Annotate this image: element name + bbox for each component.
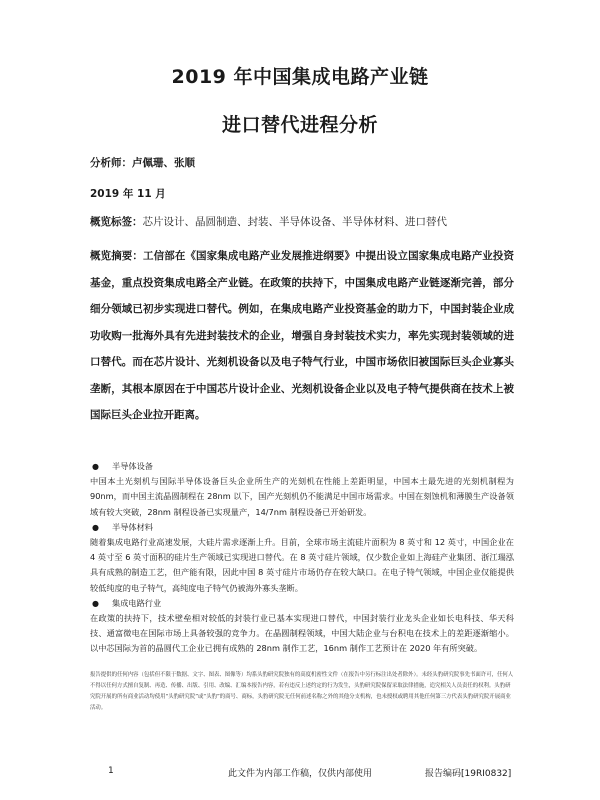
internal-notice: 此文件为内部工作稿，仅供内部使用 <box>228 769 373 779</box>
section-body-ic-industry: 在政策的扶持下，技术壁垒相对较低的封装行业已基本实现进口替代，中国封装行业龙头企业如长电科技、华天科技、通富微电在国际市场上具备较强的竞争力。在晶圆制程领域，中国大陆企业与台积电在技术上的差距逐渐缩小。以中芯国际为首的晶圆代工企业已拥有成熟的 28nm 制作工艺，16nm 制作工艺预计在 2020 年有所突破。 <box>90 613 514 654</box>
section-heading-ic-industry <box>90 596 514 611</box>
sections <box>90 459 514 657</box>
report-title-line1: 2019 年中国集成电路产业链 <box>171 66 429 88</box>
report-date: 2019 年 11 月 <box>90 188 166 200</box>
overview-abstract: 概览摘要：工信部在《国家集成电路产业发展推进纲要》中提出设立国家集成电路产业投资基金，重点投资集成电路全产业链。在政策的扶持下，中国集成电路产业链逐渐完善，部分细分领域已初步实现进口替代。例如，在集成电路产业投资基金的助力下，中国封装企业成功收购一批海外具有先进封装技术的企业，增强自身封装技术实力，率先实现封装领域的进口替代。而在芯片设计、光刻机设备以及电子特气行业，中国市场依旧被国际巨头企业寡头垄断，其根本原因在于中国芯片设计企业、光刻机设备企业以及电子特气提供商在技术上被国际巨头企业拉开距离。 <box>90 250 514 421</box>
section-body-equipment: 中国本土光刻机与国际半导体设备巨头企业所生产的光刻机在性能上差距明显，中国本土最先进的光刻机制程为 90nm，而中国主流晶圆制程在 28nm 以下，国产光刻机仍不能满足中国市场需求。中国在刻蚀机和薄膜生产设备领域有较大突破，28nm 制程设备已实现量产，14/7nm 制程设备已开始研发。 <box>90 476 514 517</box>
section-heading-text: 集成电路行业 <box>112 597 162 608</box>
report-code: 报告编码[19RI0832] <box>425 769 512 779</box>
bullet-icon: ● <box>92 522 99 532</box>
section-heading-text: 半导体设备 <box>112 461 153 471</box>
overview-tags <box>90 214 510 229</box>
bullet-icon: ● <box>92 598 99 608</box>
disclaimer: 报告提供的任何内容（包括但不限于数据、文字、图表、图像等）均系头豹研究院独有的高度机密性文件（在报告中另行标注出处者除外）。未经头豹研究院事先书面许可，任何人不得以任何方式擅自复制、再造、传播、出版、引用、改编、汇编本报告内容，若有违反上述约定的行为发生，头豹研究院保留采取法律措施，追究相关人员责任的权利。头豹研究院开展的所有商业活动均使用“头豹研究院”或“头豹”的商号、商标，头豹研究院无任何前述名称之外的其他分支机构，也未授权或聘用其他任何第三方代表头豹研究院开展商业活动。 <box>90 672 514 711</box>
authors: 分析师：卢佩珊、张顺 <box>90 157 195 169</box>
tags-text: 芯片设计、晶圆制造、封装、半导体设备、半导体材料、进口替代 <box>142 216 447 228</box>
report-title-line2: 进口替代进程分析 <box>221 114 378 136</box>
section-heading-text: 半导体材料 <box>112 521 153 532</box>
tags-label: 概览标签： <box>90 216 143 228</box>
section-body-materials: 随着集成电路行业高速发展，大硅片需求逐渐上升。目前，全球市场主流硅片面积为 8 英寸和 12 英寸，中国企业在 4 英寸至 6 英寸面积的硅片生产领域已实现进口替代。在 8 英寸硅片领域，仅少数企业如上海硅产业集团、浙江瑞泓具有成熟的制造工艺，但产能有限，因此中国 8 英寸硅片市场仍存在较大缺口。在电子特气领域，中国企业仅能提供较低纯度的电子特气，高纯度电子特气仍被海外寡头垄断。 <box>90 537 514 593</box>
bullet-icon: ● <box>92 462 99 471</box>
page-number: 1 <box>108 766 114 776</box>
section-heading-materials <box>90 520 514 535</box>
section-heading-equipment <box>90 459 514 474</box>
